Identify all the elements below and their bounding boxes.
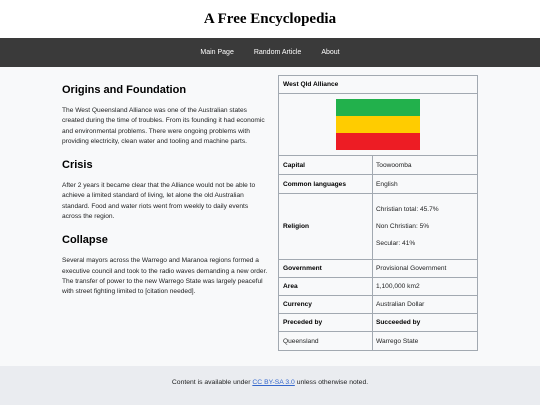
infobox-value-area: 1,100,000 km2 xyxy=(376,283,420,290)
religion-item: Secular: 41% xyxy=(376,240,416,247)
footer-suffix: unless otherwise noted. xyxy=(294,379,369,386)
infobox-row-government xyxy=(279,260,477,278)
nav-link-main-page[interactable]: Main Page xyxy=(200,49,234,56)
infobox-row-succession xyxy=(279,332,477,350)
section-title-origins: Origins and Foundation xyxy=(62,84,187,96)
site-header xyxy=(0,0,540,38)
flag-row xyxy=(279,94,477,156)
infobox-value-government: Provisional Government xyxy=(376,265,447,272)
infobox-row-languages xyxy=(279,175,477,194)
infobox-row-currency xyxy=(279,296,477,314)
infobox-label-religion: Religion xyxy=(279,194,373,259)
navbar xyxy=(0,38,540,67)
infobox-value-succeeded: Warrego State xyxy=(376,337,419,345)
article-content xyxy=(62,76,268,310)
section-text-origins: The West Queensland Alliance was one of the Australian states created during the time of troubles. From its founding it had economic and environmental problems. There were ongoing problems with providing electricity, clean water and tooling and machine parts. xyxy=(62,107,265,145)
infobox-value-preceded: Queensland xyxy=(279,332,373,350)
infobox-caption: West Qld Alliance xyxy=(279,76,477,94)
religion-item: Non Christian: 5% xyxy=(376,223,430,230)
nav-link-random-article[interactable]: Random Article xyxy=(253,49,302,56)
infobox-label-languages: Common languages xyxy=(279,175,373,193)
infobox-label-capital: Capital xyxy=(279,156,373,174)
flag-image xyxy=(336,99,420,151)
section-title-collapse: Collapse xyxy=(62,234,108,247)
infobox-row-area xyxy=(279,278,477,296)
infobox-row-religion xyxy=(279,194,477,260)
flag-stripe-green xyxy=(336,99,420,116)
infobox-row-capital xyxy=(279,156,477,175)
infobox-label-preceded: Preceded by xyxy=(279,314,373,331)
license-link[interactable]: CC BY-SA 3.0 xyxy=(252,379,295,386)
nav-link-about[interactable]: About xyxy=(321,49,340,56)
infobox-label-area: Area xyxy=(279,278,373,295)
infobox-label-succeeded: Succeeded by xyxy=(376,319,421,326)
footer-prefix: Content is available under xyxy=(171,379,253,386)
religion-item: Christian total: 45.7% xyxy=(376,206,439,213)
flag-stripe-red xyxy=(336,133,420,150)
infobox-value-capital: Toowoomba xyxy=(376,161,412,169)
section-text-crisis: After 2 years it became clear that the Alliance would not be able to achieve a limited standard of living, let alone the old Australian standard. Food and water riots went from weekly to daily events across the region. xyxy=(62,182,256,221)
infobox-label-currency: Currency xyxy=(279,296,373,313)
flag-stripe-yellow xyxy=(336,116,420,133)
infobox-value-languages: English xyxy=(376,180,398,188)
infobox-row-succession-header xyxy=(279,314,477,332)
infobox-value-currency: Australian Dollar xyxy=(376,301,425,308)
site-title: A Free Encyclopedia xyxy=(203,11,337,27)
infobox-value-religion xyxy=(373,194,477,259)
footer xyxy=(0,366,540,405)
section-title-crisis: Crisis xyxy=(62,159,93,172)
section-text-collapse: Several mayors across the Warrego and Maranoa regions formed a executive council and took to the radio waves demanding a new order. The transfer of power to the new Warrego State was largely peaceful with street fighting limited to [citation needed]. xyxy=(62,257,268,296)
infobox-label-government: Government xyxy=(279,260,373,277)
infobox xyxy=(278,75,478,351)
